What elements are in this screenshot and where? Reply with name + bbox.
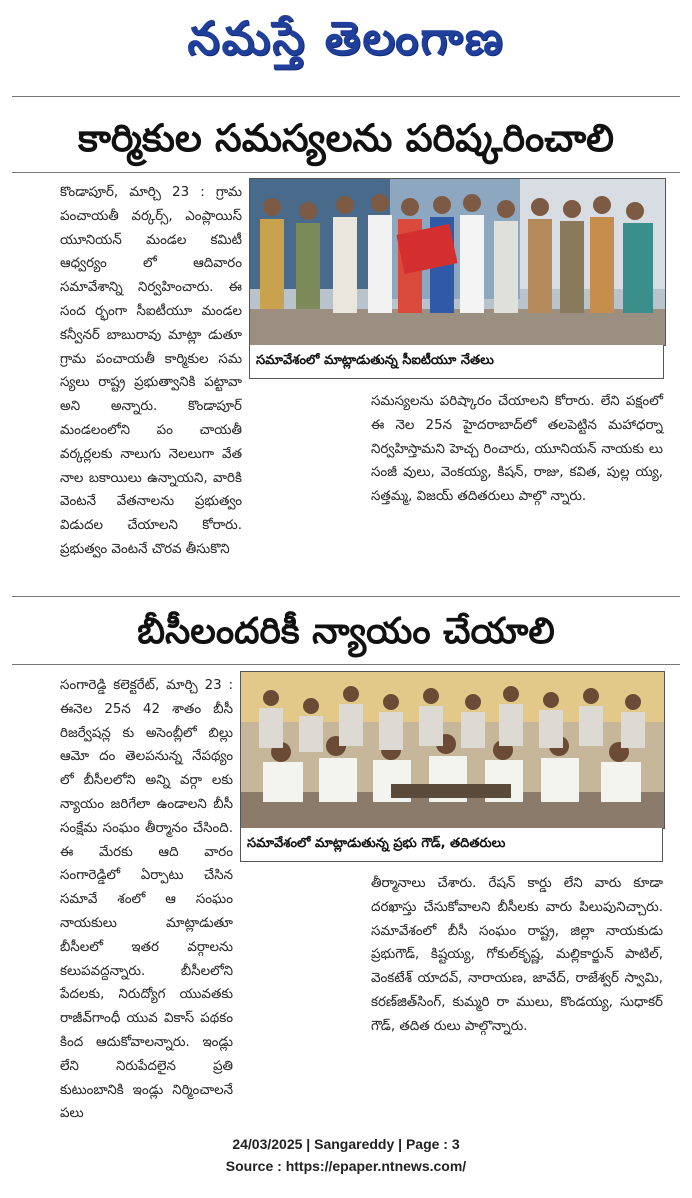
footer-source-link[interactable]: Source : https://epaper.ntnews.com/ bbox=[225, 1158, 467, 1174]
article2-rule bbox=[12, 664, 680, 665]
article-divider bbox=[12, 596, 680, 597]
article1-rule bbox=[12, 172, 680, 173]
masthead-title: నమస్తే తెలంగాణ bbox=[187, 11, 505, 65]
article1-photo-caption: సమావేశంలో మాట్లాడుతున్న సీఐటీయూ నేతలు bbox=[249, 345, 664, 379]
footer-dateline: 24/03/2025 | Sangareddy | Page : 3 bbox=[232, 1136, 460, 1152]
article2-headline: బీసీలందరికీ న్యాయం చేయాలి bbox=[137, 611, 555, 652]
article1-photo-illustration bbox=[250, 179, 665, 345]
article2-body-left: సంగారెడ్డి కలెక్టరేట్, మార్చి 23 : ఈనెల 25న 42 శాతం బీసీ రిజర్వేషన్ల కు అసెంబ్లీలో బిల్లు ఆమో దం తెలపనున్న నేపథ్యం లో బీసీలలోని అన్ని వర్గా లకు న్యాయం జరిగేలా ఉండాలని బీసీ సంక్షేమ సంఘం తీర్మానం చేసింది. ఈ మేరకు ఆది వారం సంగారెడ్డిలో ఏర్పాటు చేసిన సమావే శంలో ఆ సంఘం నాయకులు మాట్లాడుతూ బీసీలలో ఇతర వర్గాలను కలుపవద్దన్నారు. బీసీలలోని పేదలకు, నిరుద్యోగ యువతకు రాజీవ్‌గాంధీ యువ వికాస్ పథకం కింద ఆదుకోవాలన్నారు. ఇండ్లు లేని నిరుపేదలైన ప్రతి కుటుంబానికి ఇండ్లు నిర్మించాలనే పలు bbox=[60, 678, 233, 1122]
article1-body-left: కొండాపూర్, మార్చి 23 : గ్రామ పంచాయతీ వర్కర్స్, ఎంప్లాయిస్ యూనియన్ మండల కమిటీ ఆధ్వర్యం లో ఆదివారం సమావేశాన్ని నిర్వహించారు. ఈ సంద ర్భంగా సీఐటీయూ మండల కన్వీనర్ బాబురావు మాట్లా డుతూ గ్రామ పంచాయతీ కార్మికుల సమ స్యలు రాష్ట్ర ప్రభుత్వానికి పట్టావా అని అన్నారు. కొండాపూర్ మండలంలోని పం చాయతీ వర్కర్లలకు నాలుగు నెలలుగా వేత నాల బకాయిలు ఉన్నాయని, వారికి వెంటనే వేతనాలను ప్రభుత్వం విడుదల చేయాలని కోరారు. ప్రభుత్వం వెంటనే చొరవ తీసుకొని bbox=[60, 185, 242, 557]
article2-column-right bbox=[371, 872, 663, 1112]
newspaper-masthead bbox=[0, 0, 692, 88]
article1-column-spacer bbox=[60, 395, 360, 585]
article1-headline: కార్మికుల సమస్యలను పరిష్కరించాలి bbox=[77, 116, 615, 160]
article1-column-right bbox=[371, 390, 663, 586]
article2-column-left bbox=[60, 674, 233, 1122]
article2-photo bbox=[240, 671, 665, 829]
article1-body-right: సమస్యలను పరిష్కారం చేయాలని కోరారు. లేని పక్షంలో ఈ నెల 25న హైదరాబాద్‌లో తలపెట్టిన మహాధర్నా నిర్వహిస్తామని హెచ్చ రించారు, యూనియన్ నాయకు లు సంజీ వులు, వెంకయ్య, కిషన్, రాజు, కవిత, పుల్ల య్య, సత్తమ్మ, విజయ్ తదితరులు పాల్గొ న్నారు. bbox=[371, 394, 663, 505]
article1-photo bbox=[249, 178, 666, 346]
masthead-rule bbox=[12, 96, 680, 97]
article2-body-right: తీర్మానాలు చేశారు. రేషన్ కార్డు లేని వారు కూడా దరఖాస్తు చేసుకోవాలని బీసీలకు వారు పిలుపునిచ్చారు. సమావేశంలో బీసీ సంఘం రాష్ట్ర, జిల్లా నాయకుడు ప్రభుగౌడ్, కిష్టయ్య, గోకుల్‌కృష్ణ, మల్లికార్జున్ పాటిల్, వెంకటేశ్ యాదవ్, నారాయణ, జావేద్, రాజేశ్వర్ స్వామి, కరణ్‌జిత్‌సింగ్, కుమ్మరి రా ములు, కొండయ్య, సుధాకర్ గౌడ్, తదిత రులు పాల్గొన్నారు. bbox=[371, 876, 663, 1034]
article2-photo-illustration bbox=[241, 672, 664, 828]
article1-column-intro bbox=[60, 181, 242, 557]
article2-photo-caption: సమావేశంలో మాట్లాడుతున్న ప్రభు గౌడ్, తదితరులు bbox=[240, 828, 663, 862]
